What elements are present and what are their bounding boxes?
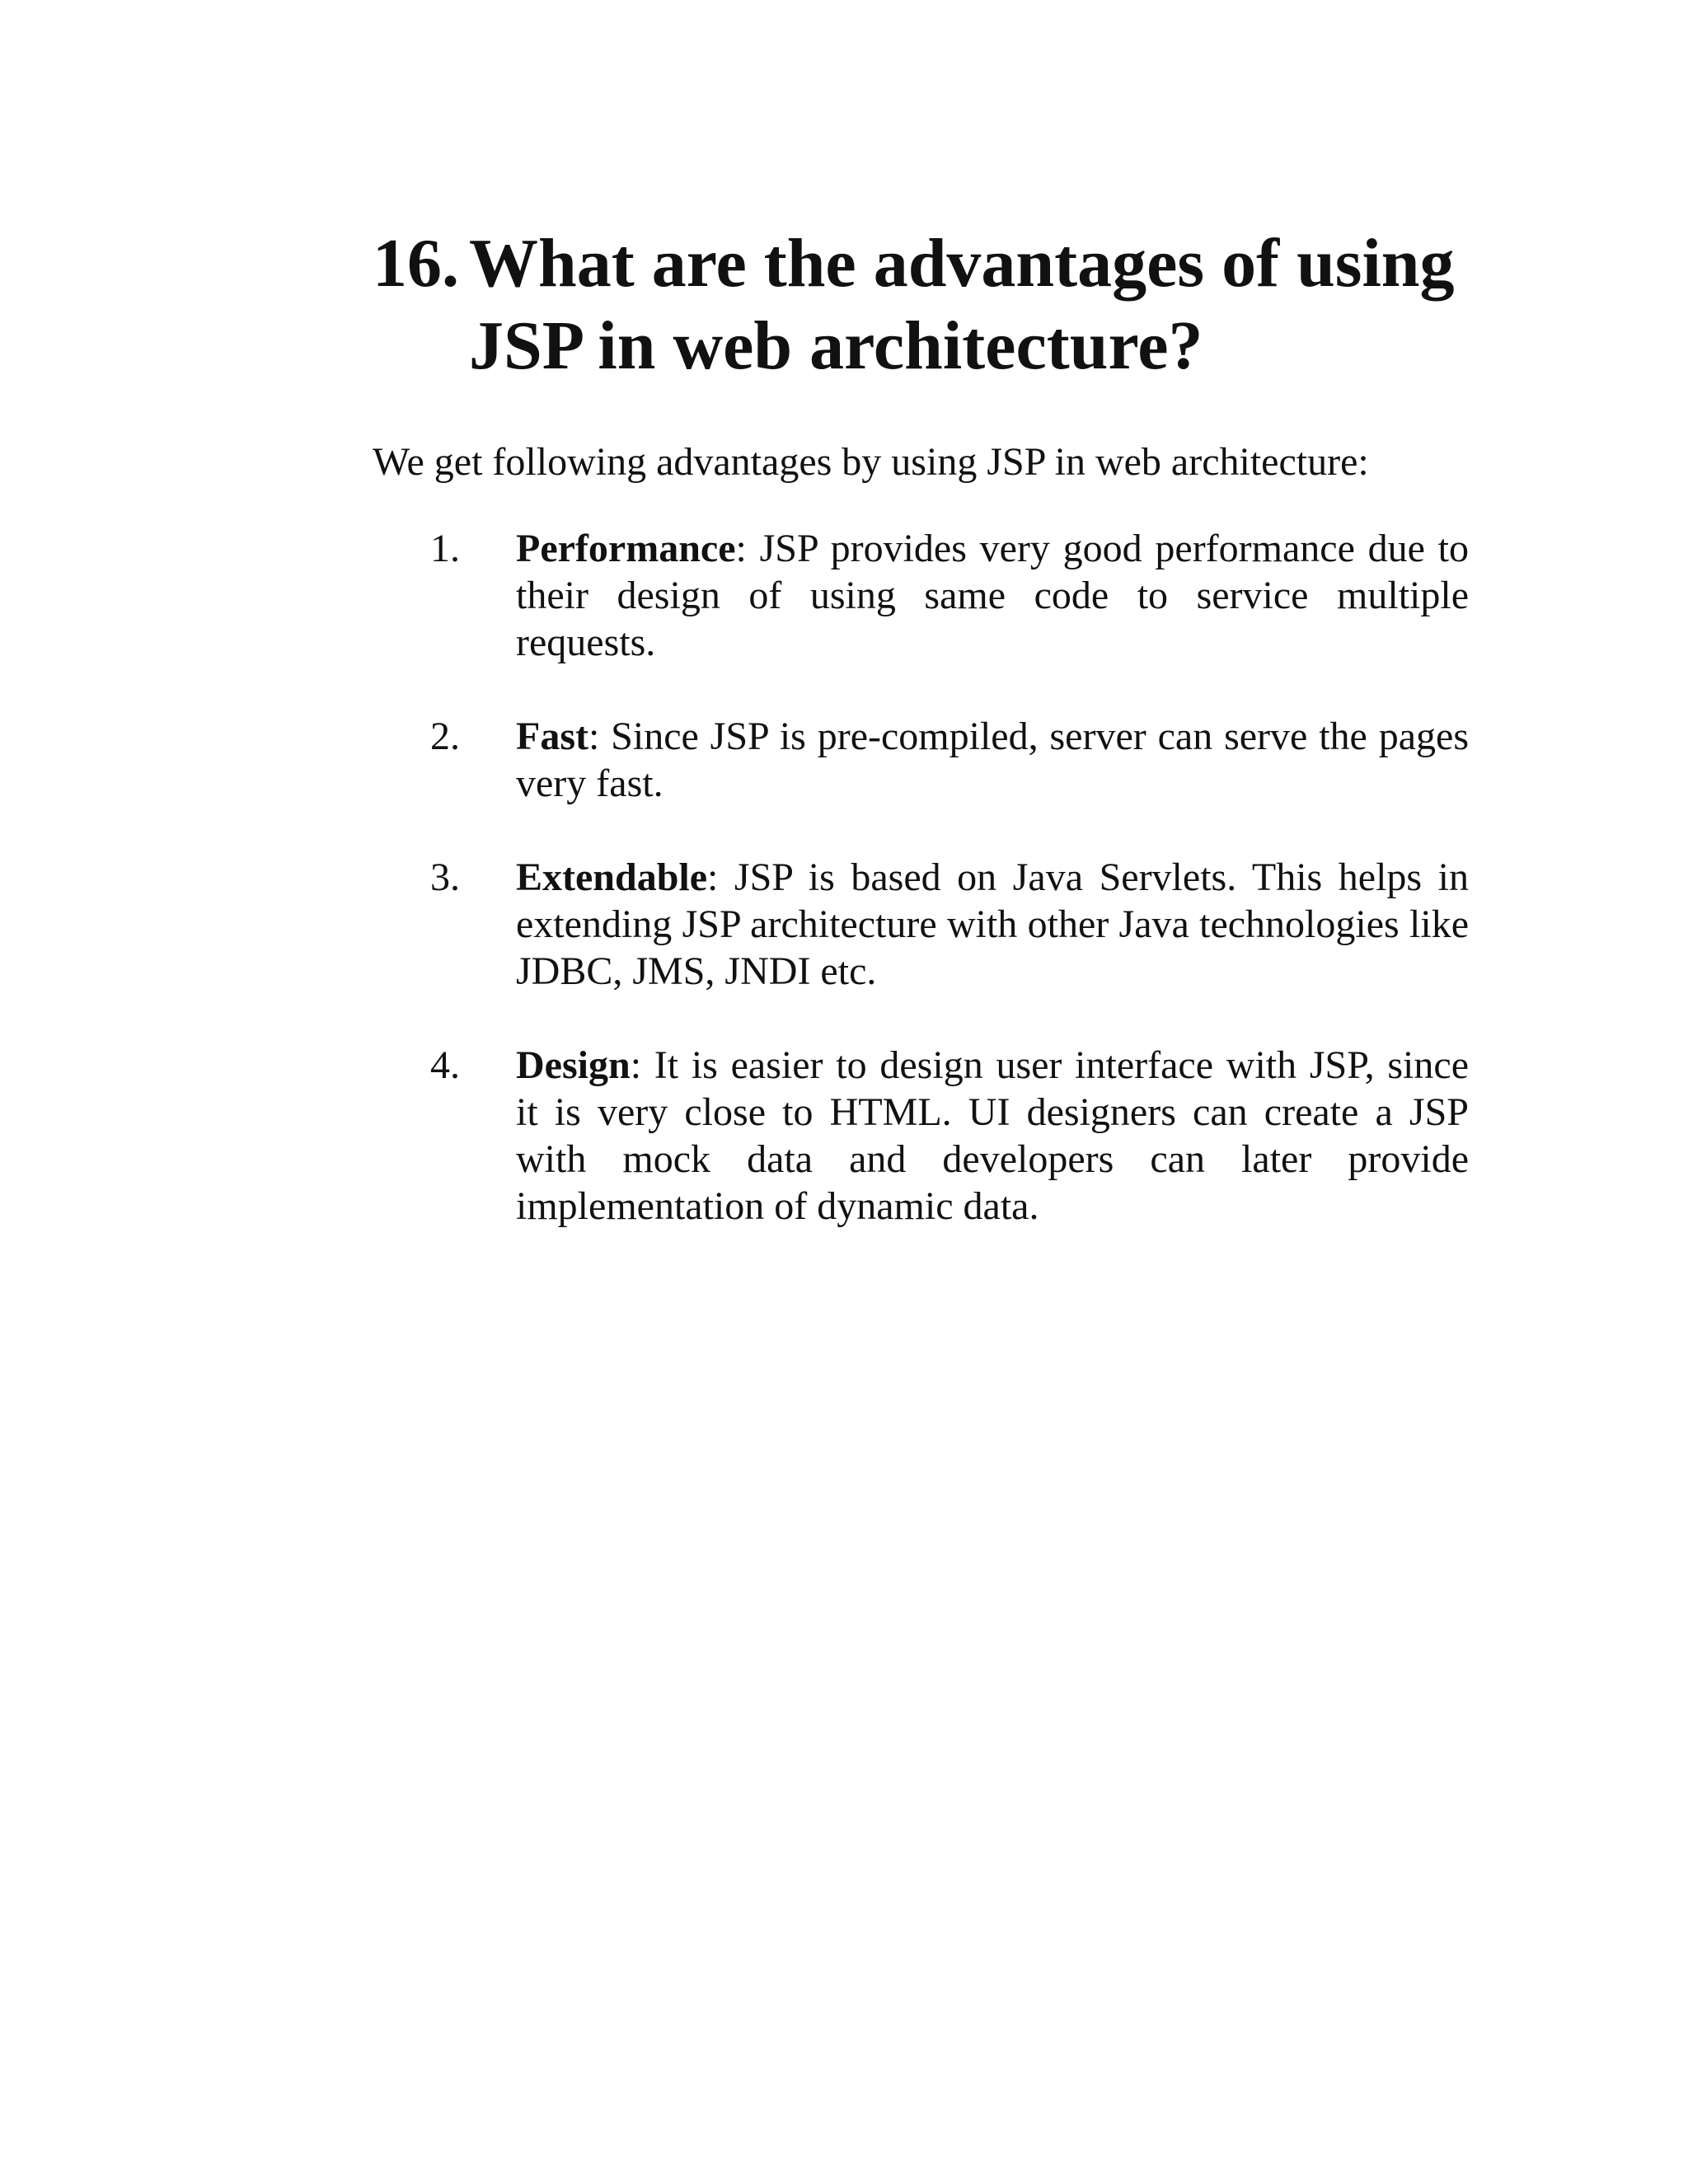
list-item-body <box>516 713 1469 807</box>
list-item-term: Extendable <box>516 855 708 899</box>
list-item-number: 1. <box>430 527 460 570</box>
list-item-term: Fast <box>516 715 588 758</box>
list-item <box>373 854 1469 995</box>
list-item-body <box>516 1042 1469 1230</box>
list-item-number: 2. <box>430 715 460 758</box>
list-item <box>373 525 1469 666</box>
question-heading <box>373 223 1469 387</box>
list-item-text: : It is easier to design user interface with JSP, since it is very close to HTML. UI designers can create a JSP with mock data and developers can later provide implementation of dynamic data. <box>516 1043 1469 1228</box>
advantages-list <box>373 525 1469 1230</box>
list-item-text: : JSP provides very good performance due to their design of using same code to service multiple requests. <box>516 527 1469 664</box>
document-page <box>373 223 1469 1277</box>
intro-paragraph: We get following advantages by using JSP in web architecture: <box>373 440 1369 484</box>
list-item-text: : Since JSP is pre-compiled, server can serve the pages very fast. <box>516 715 1469 805</box>
list-item-text: : JSP is based on Java Servlets. This helps in extending JSP architecture with other Java technologies like JDBC, JMS, JNDI etc. <box>516 855 1469 993</box>
list-item-body <box>516 854 1469 995</box>
question-number: 16. <box>373 225 459 302</box>
list-item-term: Design <box>516 1043 631 1087</box>
list-item-body <box>516 525 1469 666</box>
list-item-number: 3. <box>430 855 460 899</box>
list-item <box>373 713 1469 807</box>
question-title: What are the advantages of using JSP in web architecture? <box>469 225 1455 384</box>
list-item-number: 4. <box>430 1043 460 1087</box>
list-item-term: Performance <box>516 527 736 570</box>
list-item <box>373 1042 1469 1230</box>
